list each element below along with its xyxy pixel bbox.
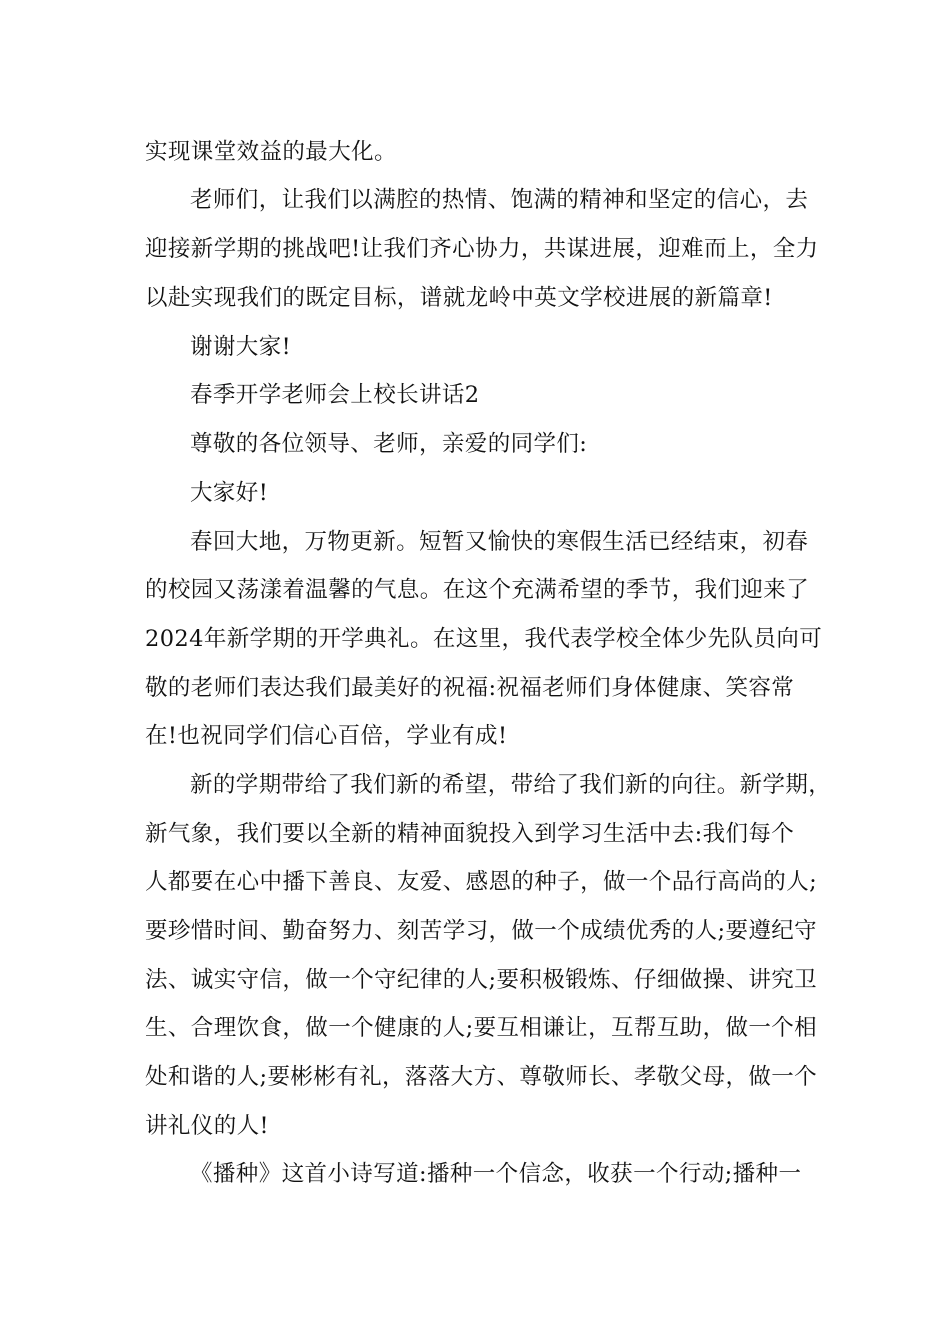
salutation: 尊敬的各位领导、老师，亲爱的同学们: bbox=[190, 431, 588, 457]
greeting: 大家好! bbox=[190, 480, 269, 506]
paragraph-first-line: 《播种》这首小诗写道:播种一个信念，收获一个行动;播种一 bbox=[190, 1161, 802, 1187]
text-line: 处和谐的人;要彬彬有礼，落落大方、尊敬师长、孝敬父母，做一个 bbox=[145, 1064, 818, 1090]
text-line: 2024年新学期的开学典礼。在这里，我代表学校全体少先队员向可 bbox=[145, 626, 823, 652]
text-line: 讲礼仪的人! bbox=[145, 1113, 269, 1139]
paragraph-first-line: 老师们，让我们以满腔的热情、饱满的精神和坚定的信心，去 bbox=[190, 187, 809, 213]
text-line: 在!也祝同学们信心百倍，学业有成! bbox=[145, 723, 508, 749]
paragraph-first-line: 新的学期带给了我们新的希望，带给了我们新的向往。新学期， bbox=[190, 772, 832, 798]
text-line: 生、合理饮食，做一个健康的人;要互相谦让，互帮互助，做一个相 bbox=[145, 1015, 818, 1041]
text-line: 要珍惜时间、勤奋努力、刻苦学习，做一个成绩优秀的人;要遵纪守 bbox=[145, 918, 818, 944]
text-line: 法、诚实守信，做一个守纪律的人;要积极锻炼、仔细做操、讲究卫 bbox=[145, 967, 818, 993]
text-line: 敬的老师们表达我们最美好的祝福:祝福老师们身体健康、笑容常 bbox=[145, 675, 795, 701]
text-line: 实现课堂效益的最大化。 bbox=[145, 139, 397, 165]
paragraph-first-line: 谢谢大家! bbox=[190, 334, 292, 360]
text-line: 人都要在心中播下善良、友爱、感恩的种子，做一个品行高尚的人; bbox=[145, 869, 818, 895]
text-line: 新气象，我们要以全新的精神面貌投入到学习生活中去:我们每个 bbox=[145, 821, 795, 847]
text-line: 的校园又荡漾着温馨的气息。在这个充满希望的季节，我们迎来了 bbox=[145, 577, 810, 603]
paragraph-first-line: 春回大地，万物更新。短暂又愉快的寒假生活已经结束，初春 bbox=[190, 529, 809, 555]
text-line: 迎接新学期的挑战吧!让我们齐心协力，共谋进展，迎难而上，全力 bbox=[145, 236, 819, 262]
text-line: 以赴实现我们的既定目标，谱就龙岭中英文学校进展的新篇章! bbox=[145, 285, 773, 311]
section-title: 春季开学老师会上校长讲话2 bbox=[190, 382, 480, 408]
